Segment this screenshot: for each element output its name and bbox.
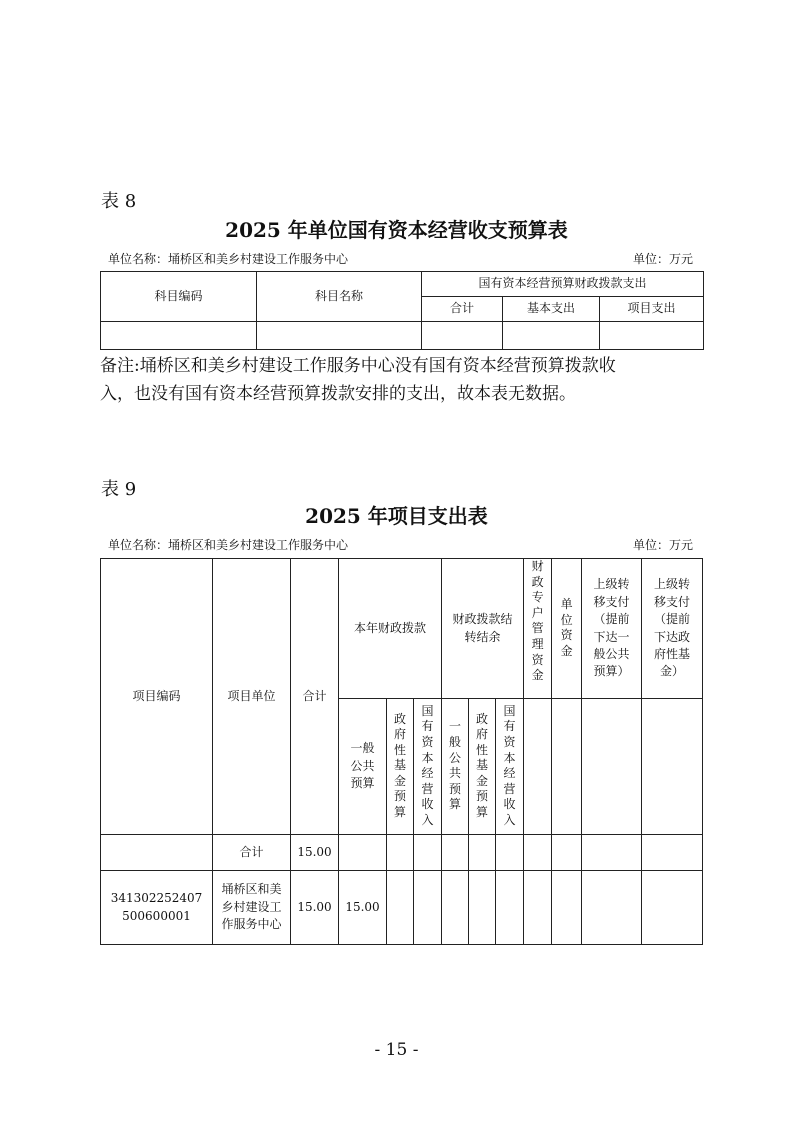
header-gov-fund-budget-carry: 政府性基金预算 <box>469 699 496 835</box>
table-row <box>101 835 703 871</box>
cell-general <box>339 835 387 871</box>
cell-empty <box>582 835 642 871</box>
cell-empty <box>414 835 442 871</box>
table9-unit: 单位：万元 <box>632 538 693 552</box>
cell-total: 15.00 <box>291 871 339 945</box>
table8 <box>100 271 704 350</box>
cell-total: 15.00 <box>291 835 339 871</box>
page-number: - 15 - <box>374 1040 419 1060</box>
cell-empty <box>552 699 582 835</box>
header-state-capital-group: 国有资本经营预算财政拨款支出 <box>422 272 704 297</box>
cell-empty <box>642 835 703 871</box>
header-upper-transfer-general: 上级转移支付（提前下达一般公共预算） <box>582 559 642 699</box>
note-line-1: 备注:埇桥区和美乡村建设工作服务中心没有国有资本经营预算拨款收 <box>100 356 616 376</box>
table9-unit-name: 单位名称：埇桥区和美乡村建设工作服务中心 <box>108 538 349 552</box>
table9-label: 表 9 <box>101 479 137 500</box>
cell-empty <box>257 322 422 350</box>
cell-empty <box>503 322 600 350</box>
cell-empty <box>524 699 552 835</box>
note-line-2: 入，也没有国有资本经营预算拨款安排的支出，故本表无数据。 <box>100 384 576 404</box>
cell-empty <box>414 871 442 945</box>
cell-empty <box>442 835 469 871</box>
header-general-budget: 一般公共预算 <box>339 699 387 835</box>
cell-empty <box>524 835 552 871</box>
header-project-code: 项目编码 <box>101 559 213 835</box>
table9 <box>100 558 703 945</box>
header-subject-code: 科目编码 <box>101 272 257 322</box>
table9-title: 2025 年项目支出表 <box>305 504 488 528</box>
cell-empty <box>496 835 524 871</box>
cell-empty <box>552 835 582 871</box>
header-subject-name: 科目名称 <box>257 272 422 322</box>
cell-empty <box>387 871 414 945</box>
cell-empty <box>600 322 704 350</box>
header-special-account: 财政专户管理资金 <box>524 559 552 699</box>
header-basic-expense: 基本支出 <box>503 297 600 322</box>
header-total: 合计 <box>422 297 503 322</box>
header-state-capital-income: 国有资本经营收入 <box>414 699 442 835</box>
cell-empty <box>642 871 703 945</box>
header-upper-transfer-fund: 上级转移支付（提前下达政府性基金） <box>642 559 703 699</box>
cell-empty <box>469 871 496 945</box>
cell-empty <box>422 322 503 350</box>
header-project-expense: 项目支出 <box>600 297 704 322</box>
cell-empty <box>387 835 414 871</box>
header-carryover: 财政拨款结转结余 <box>442 559 524 699</box>
header-total: 合计 <box>291 559 339 835</box>
header-general-budget-carry: 一般公共预算 <box>442 699 469 835</box>
table8-unit: 单位：万元 <box>632 252 693 266</box>
table-row <box>101 871 703 945</box>
header-gov-fund-budget: 政府性基金预算 <box>387 699 414 835</box>
cell-empty <box>524 871 552 945</box>
cell-empty <box>496 871 524 945</box>
cell-empty <box>642 699 703 835</box>
cell-dept: 埇桥区和美乡村建设工作服务中心 <box>213 871 291 945</box>
cell-empty <box>552 871 582 945</box>
header-unit-funds: 单位资金 <box>552 559 582 699</box>
header-project-unit: 项目单位 <box>213 559 291 835</box>
table8-label: 表 8 <box>101 191 137 212</box>
header-state-capital-income-carry: 国有资本经营收入 <box>496 699 524 835</box>
cell-dept: 合计 <box>213 835 291 871</box>
header-current-year-appropriation: 本年财政拨款 <box>339 559 442 699</box>
table8-unit-name: 单位名称：埇桥区和美乡村建设工作服务中心 <box>108 252 349 266</box>
cell-empty <box>582 871 642 945</box>
cell-empty <box>469 835 496 871</box>
cell-general: 15.00 <box>339 871 387 945</box>
cell-code <box>101 835 213 871</box>
table8-note <box>100 352 700 408</box>
table8-title: 2025 年单位国有资本经营收支预算表 <box>225 218 568 242</box>
cell-empty <box>442 871 469 945</box>
cell-code: 341302252407500600001 <box>101 871 213 945</box>
cell-empty <box>582 699 642 835</box>
table-row <box>101 322 704 350</box>
cell-empty <box>101 322 257 350</box>
